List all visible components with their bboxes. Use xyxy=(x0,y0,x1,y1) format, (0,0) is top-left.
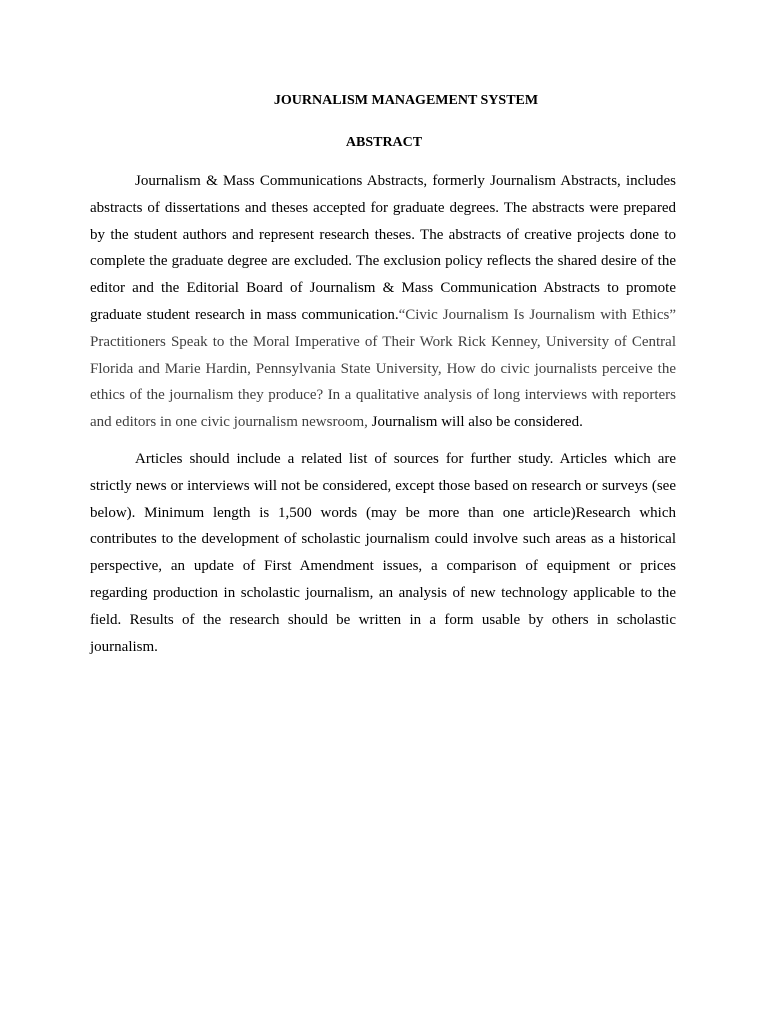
paragraph-1-quoted-text: “Civic Journalism Is Journalism with Ethics” Practitioners Speak to the Moral Imperative of Their Work Rick Kenney, University of Central Florida and Marie Hardin, Pennsylvania State University, How do civic journalists perceive the ethics of the journalism they produce? In a qualitative analysis of long interviews with reporters and editors in one civic journalism newsroom, xyxy=(90,306,676,431)
abstract-paragraph-2: Articles should include a related list of sources for further study. Articles which are strictly news or interviews will not be considered, except those based on research or surveys (see below). Minimum length is 1,500 words (may be more than one article)Research which contributes to the development of scholastic journalism could involve such areas as a historical perspective, an update of First Amendment issues, a comparison of equipment or prices regarding production in scholastic journalism, an analysis of new technology applicable to the field. Results of the research should be written in a form usable by others in scholastic journalism. xyxy=(90,451,676,655)
document-title: JOURNALISM MANAGEMENT SYSTEM xyxy=(273,93,539,108)
paragraph-1-closing-text: Journalism will also be considered. xyxy=(371,414,583,431)
abstract-paragraph-1 xyxy=(90,168,676,436)
paragraph-1-main-text: Journalism & Mass Communications Abstracts, formerly Journalism Abstracts, includes abstracts of dissertations and theses accepted for graduate degrees. The abstracts were prepared by the student authors and represent research theses. The abstracts of creative projects done to complete the graduate degree are excluded. The exclusion policy reflects the shared desire of the editor and the Editorial Board of Journalism & Mass Communication Abstracts to promote graduate student research in mass communication. xyxy=(90,173,676,323)
abstract-heading: ABSTRACT xyxy=(345,135,423,150)
